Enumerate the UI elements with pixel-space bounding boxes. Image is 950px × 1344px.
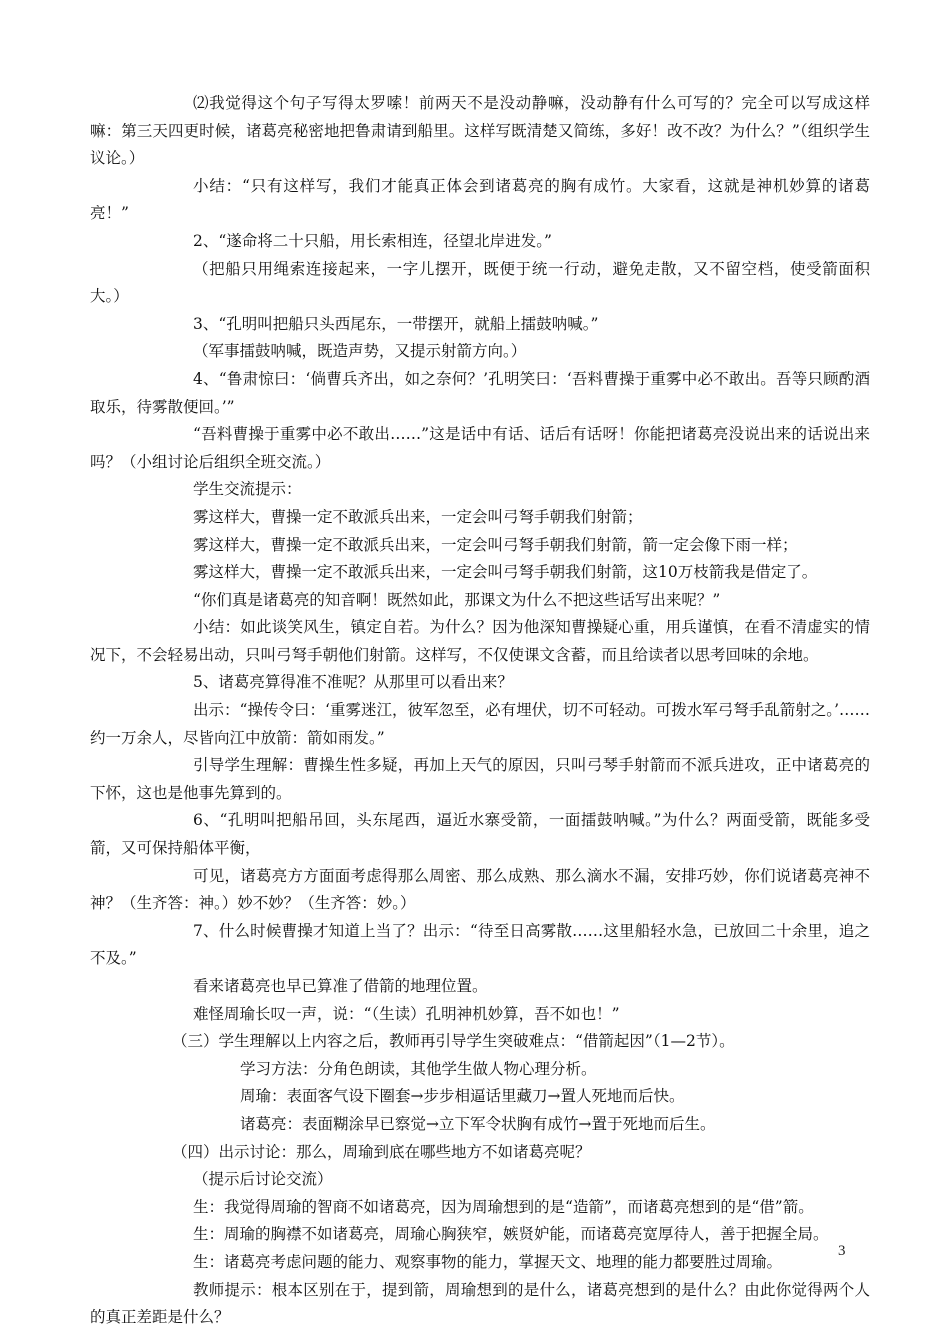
paragraph: 雾这样大，曹操一定不敢派兵出来，一定会叫弓弩手朝我们射箭，箭一定会像下雨一样； — [193, 535, 798, 554]
paragraph: 生：诸葛亮考虑问题的能力、观察事物的能力，掌握天文、地理的能力都要胜过周瑜。 — [193, 1252, 783, 1271]
paragraph: 雾这样大，曹操一定不敢派兵出来，一定会叫弓弩手朝我们射箭； — [193, 507, 643, 526]
paragraph: 2、“遂命将二十只船，用长索相连，径望北岸进发。” — [193, 231, 552, 250]
paragraph: “你们真是诸葛亮的知音啊！既然如此，那课文为什么不把这些话写出来呢？” — [193, 590, 721, 609]
paragraph: 看来诸葛亮也早已算准了借箭的地理位置。 — [193, 977, 488, 995]
page-number: 3 — [838, 1243, 846, 1259]
paragraph: 引导学生理解：曹操生性多疑，再加上天气的原因，只叫弓琴手射箭而不派兵进攻，正中诸葛亮的下怀，这也是他事先算到的。 — [90, 756, 870, 802]
paragraph: 诸葛亮：表面糊涂早已察觉→立下军令状胸有成竹→置于死地而后生。 — [240, 1114, 716, 1133]
paragraph: 出示：“操传令曰：‘重雾迷江，彼军忽至，必有埋伏，切不可轻动。可拨水军弓弩手乱箭射之。’……约一万余人，尽皆向江中放箭：箭如雨发。” — [90, 701, 870, 747]
paragraph: 7、什么时候曹操才知道上当了？出示：“待至日高雾散……这里船轻水急，已放回二十余里，追之不及。” — [90, 921, 870, 968]
paragraph: 学生交流提示： — [193, 480, 302, 499]
paragraph: 周瑜：表面客气设下圈套→步步相逼话里藏刀→置人死地而后快。 — [240, 1087, 685, 1106]
paragraph: （四）出示讨论：那么，周瑜到底在哪些地方不如诸葛亮呢？ — [172, 1142, 591, 1161]
paragraph: （三）学生理解以上内容之后，教师再引导学生突破难点：“借箭起因”（1—2节）。 — [172, 1032, 735, 1051]
paragraph: （军事擂鼓呐喊，既造声势，又提示射箭方向。） — [193, 342, 527, 361]
document-body — [90, 90, 870, 1332]
paragraph: 可见，诸葛亮方方面面考虑得那么周密、那么成熟、那么滴水不漏，安排巧妙，你们说诸葛亮神不神？（生齐答：神。）妙不妙？（生齐答：妙。） — [90, 866, 870, 913]
paragraph: 4、“鲁肃惊曰：‘倘曹兵齐出，如之奈何？’孔明笑曰：‘吾料曹操于重雾中必不敢出。吾等只顾酌酒取乐，待雾散便回。’” — [90, 369, 870, 416]
paragraph: “吾料曹操于重雾中必不敢出……”这是话中有话、话后有话呀！你能把诸葛亮没说出来的话说出来吗？（小组讨论后组织全班交流。） — [90, 425, 870, 471]
paragraph: 小结：如此谈笑风生，镇定自若。为什么？因为他深知曹操疑心重，用兵谨慎，在看不清虚实的情况下，不会轻易出动，只叫弓弩手朝他们射箭。这样写，不仅使课文含蓄，而且给读者以思考回味的余地。 — [90, 618, 870, 664]
paragraph: ⑵我觉得这个句子写得太罗嗦！前两天不是没动静嘛，没动静有什么可写的？完全可以写成这样嘛：第三天四更时候，诸葛亮秘密地把鲁肃请到船里。这样写既清楚又简练，多好！改不改？为什么？”（组织学生议论。） — [90, 94, 870, 168]
paragraph: 5、诸葛亮算得准不准呢？从那里可以看出来？ — [193, 673, 513, 692]
paragraph: 学习方法：分角色朗读，其他学生做人物心理分析。 — [240, 1059, 597, 1078]
paragraph: （把船只用绳索连接起来，一字儿摆开，既便于统一行动，避免走散，又不留空档，使受箭面积大。） — [90, 259, 870, 306]
paragraph: 生：我觉得周瑜的智商不如诸葛亮，因为周瑜想到的是“造箭”，而诸葛亮想到的是“借”箭。 — [193, 1197, 814, 1216]
paragraph: 3、“孔明叫把船只头西尾东，一带摆开，就船上擂鼓呐喊。” — [193, 314, 599, 333]
paragraph: （提示后讨论交流） — [193, 1170, 333, 1189]
paragraph: 6、“孔明叫把船吊回，头东尾西，逼近水寨受箭，一面擂鼓呐喊。”为什么？两面受箭，既能多受箭，又可保持船体平衡， — [90, 811, 870, 858]
paragraph: 雾这样大，曹操一定不敢派兵出来，一定会叫弓弩手朝我们射箭，这10万枝箭我是借定了。 — [193, 563, 818, 582]
paragraph: 教师提示：根本区别在于，提到箭，周瑜想到的是什么，诸葛亮想到的是什么？由此你觉得两个人的真正差距是什么？ — [90, 1280, 870, 1327]
paragraph: 小结：“只有这样写，我们才能真正体会到诸葛亮的胸有成竹。大家看，这就是神机妙算的诸葛亮！” — [90, 176, 870, 223]
paragraph: 生：周瑜的胸襟不如诸葛亮，周瑜心胸狭窄，嫉贤妒能，而诸葛亮宽厚待人，善于把握全局。 — [193, 1225, 829, 1244]
paragraph: 难怪周瑜长叹一声，说：“（生读）孔明神机妙算，吾不如也！” — [193, 1004, 620, 1023]
